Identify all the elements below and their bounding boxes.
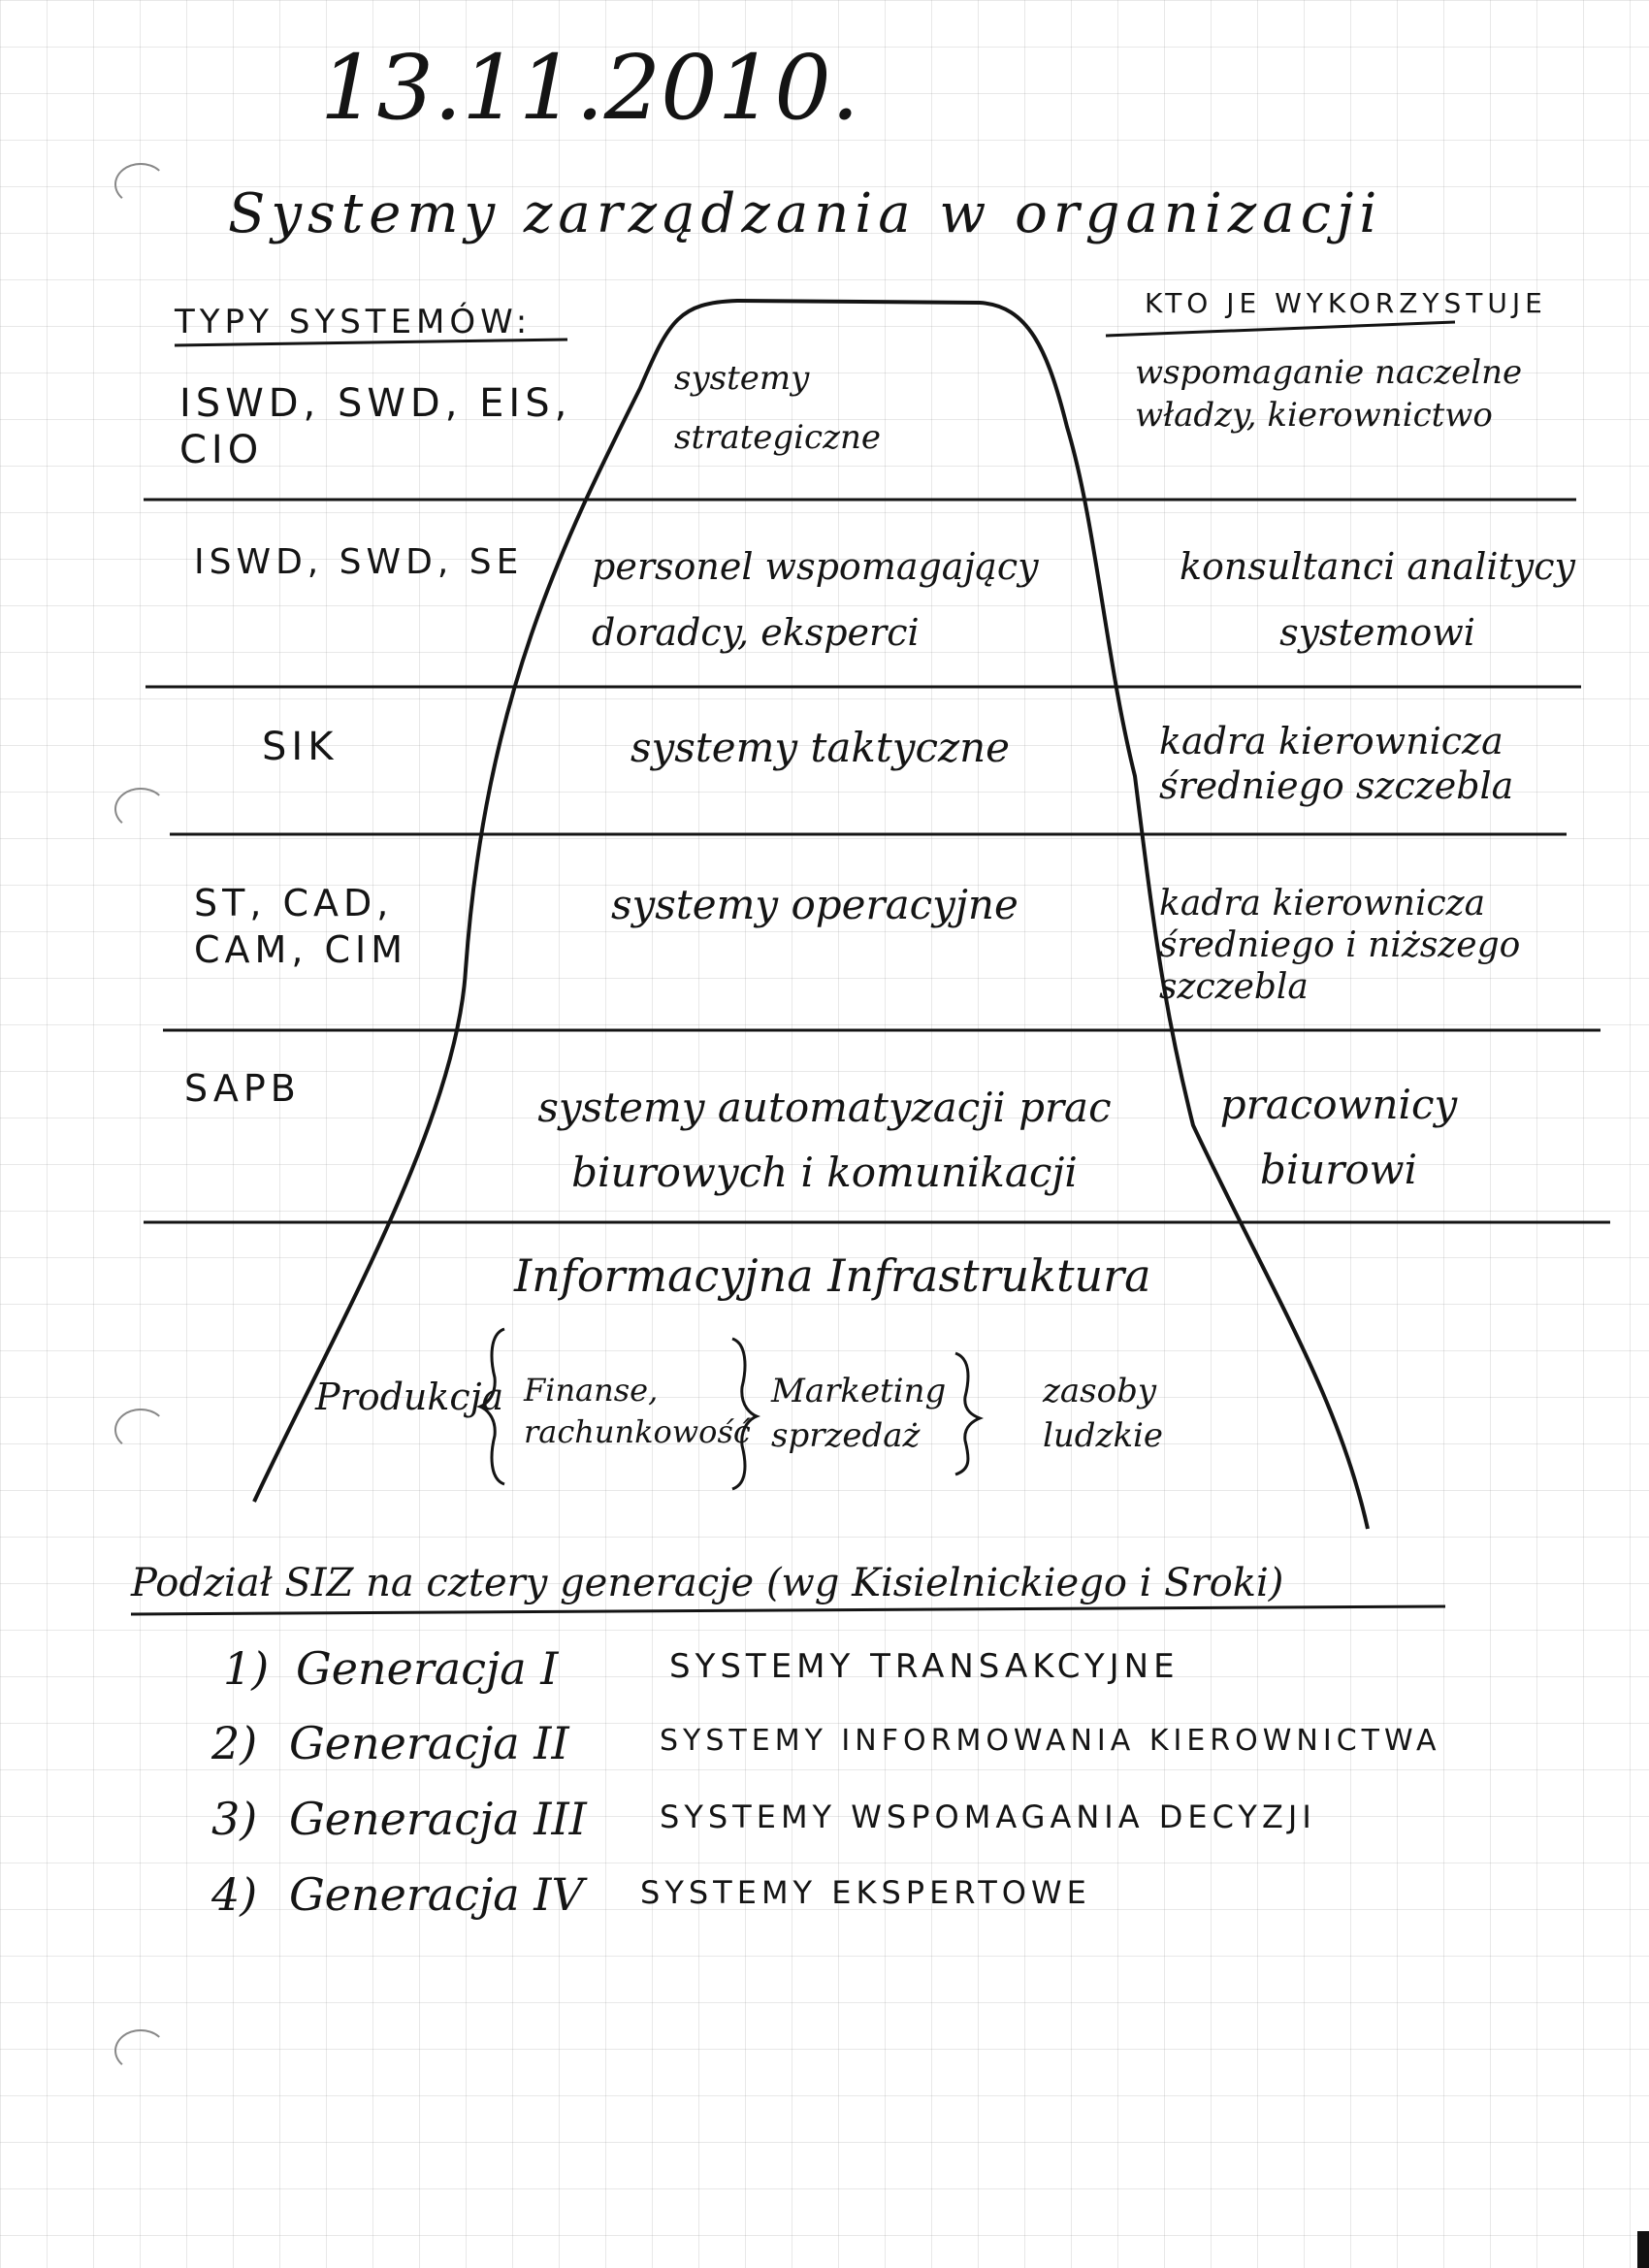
row-types: SIK <box>262 725 339 769</box>
generation-system: SYSTEMY EKSPERTOWE <box>640 1874 1091 1911</box>
row-types: ST, CAD, CAM, CIM <box>194 882 407 971</box>
row-level: personel wspomagający doradcy, eksperci <box>592 545 1039 655</box>
generation-name: Generacja I <box>296 1642 559 1695</box>
users-header: KTO JE WYKORZYSTUJE <box>1145 287 1547 319</box>
row-level: systemy taktyczne <box>630 724 1011 771</box>
generations-heading: Podział SIZ na cztery generacje (wg Kisielnickiego i Sroki) <box>131 1561 1284 1605</box>
page-title: Systemy zarządzania w organizacji <box>228 182 1383 245</box>
row-users: kadra kierownicza średniego i niższego szczebla <box>1159 884 1521 1008</box>
infrastructure-area: Finanse, rachunkowość <box>524 1372 751 1451</box>
row-level: systemy automatyzacji prac biurowych i komunikacji <box>537 1084 1112 1197</box>
infrastructure-title: Informacyjna Infrastruktura <box>514 1249 1151 1302</box>
generation-system: SYSTEMY WSPOMAGANIA DECYZJI <box>660 1798 1316 1835</box>
row-types: ISWD, SWD, SE <box>194 542 524 582</box>
generation-system: SYSTEMY TRANSAKCYJNE <box>669 1647 1180 1686</box>
generation-number: 4) <box>211 1868 258 1921</box>
generation-system: SYSTEMY INFORMOWANIA KIEROWNICTWA <box>660 1724 1441 1758</box>
generation-name: Generacja II <box>289 1717 569 1769</box>
row-level: systemy strategiczne <box>674 359 882 458</box>
brace <box>955 1353 980 1474</box>
row-level: systemy operacyjne <box>611 881 1018 928</box>
infrastructure-area: Marketing sprzedaż <box>771 1372 947 1455</box>
row-users: wspomaganie naczelne władzy, kierownictwo <box>1135 353 1523 436</box>
generation-number: 2) <box>211 1717 258 1769</box>
types-header: TYPY SYSTEMÓW: <box>175 303 533 341</box>
users-underline <box>1106 322 1455 336</box>
generation-name: Generacja III <box>289 1793 587 1845</box>
row-users: pracownicy biurowi <box>1219 1081 1458 1194</box>
row-users: kadra kierownicza średniego szczebla <box>1159 720 1514 807</box>
row-types: ISWD, SWD, EIS, CIO <box>179 381 572 472</box>
generations-underline <box>131 1606 1445 1614</box>
row-types: SAPB <box>184 1067 301 1110</box>
row-users: konsultanci analitycy systemowi <box>1180 545 1575 655</box>
generation-name: Generacja IV <box>289 1868 584 1921</box>
date-heading: 13.11.2010. <box>320 36 859 140</box>
infrastructure-area: Produkcja <box>315 1376 504 1418</box>
infrastructure-area: zasoby ludzkie <box>1043 1372 1164 1455</box>
generation-number: 3) <box>211 1793 258 1845</box>
generation-number: 1) <box>223 1642 270 1695</box>
